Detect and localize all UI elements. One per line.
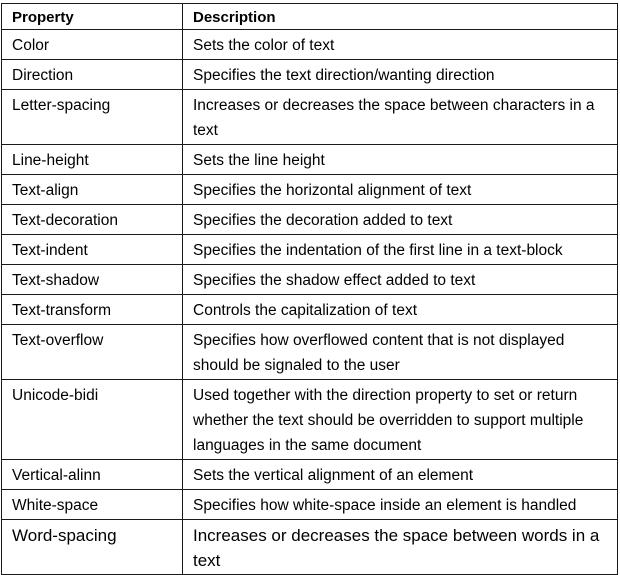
property-cell: Vertical-alinn — [2, 460, 183, 490]
property-cell: White-space — [2, 490, 183, 520]
header-description: Description — [183, 4, 618, 30]
property-cell: Color — [2, 30, 183, 60]
table-row — [2, 295, 618, 325]
property-cell: Text-transform — [2, 295, 183, 325]
property-cell: Direction — [2, 60, 183, 90]
description-cell: Sets the vertical alignment of an element — [183, 460, 618, 490]
description-cell: Specifies the text direction/wanting direction — [183, 60, 618, 90]
table-row — [2, 30, 618, 60]
description-cell: Specifies the horizontal alignment of text — [183, 175, 618, 205]
property-cell: Line-height — [2, 145, 183, 175]
table-row — [2, 175, 618, 205]
table-row — [2, 325, 618, 380]
description-cell: Sets the color of text — [183, 30, 618, 60]
property-cell: Letter-spacing — [2, 90, 183, 145]
description-cell: Sets the line height — [183, 145, 618, 175]
property-cell: Text-decoration — [2, 205, 183, 235]
css-text-properties-table — [1, 3, 618, 575]
property-cell: Text-overflow — [2, 325, 183, 380]
property-cell: Text-indent — [2, 235, 183, 265]
description-cell: Specifies the decoration added to text — [183, 205, 618, 235]
description-cell: Used together with the direction property to set or return whether the text should be overridden to support multiple languages in the same document — [183, 380, 618, 460]
header-property: Property — [2, 4, 183, 30]
table-row — [2, 90, 618, 145]
header-row — [2, 4, 618, 30]
table-row — [2, 265, 618, 295]
property-cell: Text-shadow — [2, 265, 183, 295]
property-cell: Word-spacing — [2, 520, 183, 575]
description-cell: Specifies the shadow effect added to text — [183, 265, 618, 295]
table-row — [2, 235, 618, 265]
description-cell: Increases or decreases the space between characters in a text — [183, 90, 618, 145]
table-row — [2, 205, 618, 235]
description-cell: Specifies how white-space inside an element is handled — [183, 490, 618, 520]
description-cell: Controls the capitalization of text — [183, 295, 618, 325]
description-cell: Increases or decreases the space between words in a text — [183, 520, 618, 575]
property-cell: Text-align — [2, 175, 183, 205]
table-row — [2, 520, 618, 575]
description-cell: Specifies how overflowed content that is not displayed should be signaled to the user — [183, 325, 618, 380]
property-cell: Unicode-bidi — [2, 380, 183, 460]
table-row — [2, 490, 618, 520]
table-row — [2, 60, 618, 90]
table-row — [2, 380, 618, 460]
description-cell: Specifies the indentation of the first line in a text-block — [183, 235, 618, 265]
table-row — [2, 460, 618, 490]
table-row — [2, 145, 618, 175]
